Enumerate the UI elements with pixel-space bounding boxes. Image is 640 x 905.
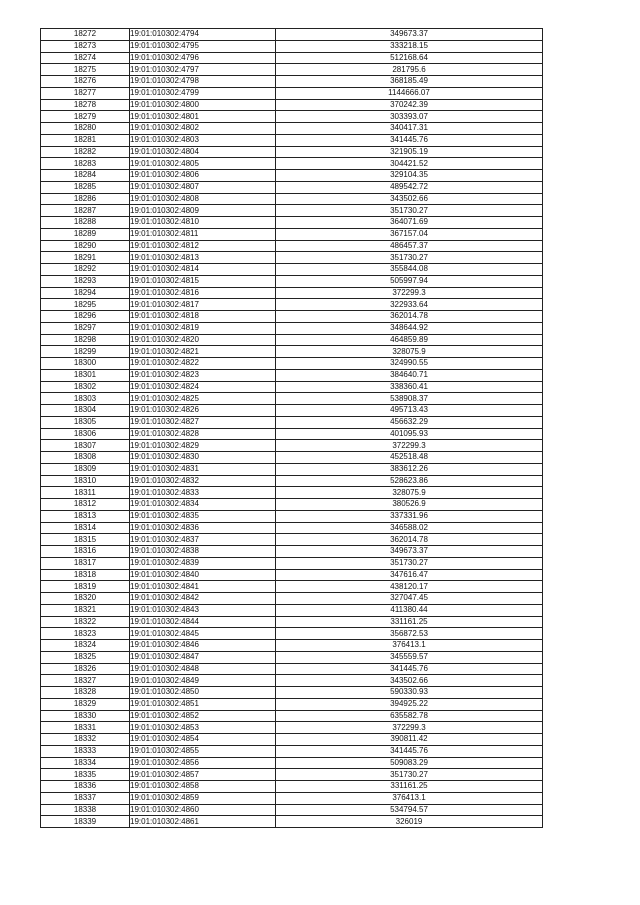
cadastral-number: 19:01:010302:4801 [130, 111, 276, 123]
cadastral-value: 324990.55 [276, 358, 543, 370]
cadastral-value: 376413.1 [276, 640, 543, 652]
row-number: 18274 [41, 52, 130, 64]
row-number: 18328 [41, 687, 130, 699]
cadastral-number: 19:01:010302:4813 [130, 252, 276, 264]
table-row [41, 76, 543, 88]
table-row [41, 640, 543, 652]
cadastral-value: 489542.72 [276, 181, 543, 193]
cadastral-number: 19:01:010302:4845 [130, 628, 276, 640]
row-number: 18292 [41, 264, 130, 276]
cadastral-number: 19:01:010302:4808 [130, 193, 276, 205]
table-row [41, 781, 543, 793]
row-number: 18310 [41, 475, 130, 487]
row-number: 18295 [41, 299, 130, 311]
table-row [41, 193, 543, 205]
table-row [41, 792, 543, 804]
row-number: 18305 [41, 416, 130, 428]
table-row [41, 569, 543, 581]
cadastral-value: 486457.37 [276, 240, 543, 252]
cadastral-number: 19:01:010302:4807 [130, 181, 276, 193]
table-row [41, 557, 543, 569]
table-row [41, 205, 543, 217]
cadastral-value: 340417.31 [276, 123, 543, 135]
cadastral-number: 19:01:010302:4802 [130, 123, 276, 135]
cadastral-number: 19:01:010302:4828 [130, 428, 276, 440]
cadastral-number: 19:01:010302:4849 [130, 675, 276, 687]
cadastral-number: 19:01:010302:4818 [130, 311, 276, 323]
cadastral-number: 19:01:010302:4833 [130, 487, 276, 499]
table-row [41, 64, 543, 76]
row-number: 18286 [41, 193, 130, 205]
table-row [41, 604, 543, 616]
row-number: 18337 [41, 792, 130, 804]
cadastral-value: 368185.49 [276, 76, 543, 88]
cadastral-value: 343502.66 [276, 193, 543, 205]
cadastral-number: 19:01:010302:4861 [130, 816, 276, 828]
table-row [41, 616, 543, 628]
table-row [41, 440, 543, 452]
table-row [41, 593, 543, 605]
table-row [41, 534, 543, 546]
table-row [41, 158, 543, 170]
row-number: 18322 [41, 616, 130, 628]
table-row [41, 675, 543, 687]
cadastral-value: 372299.3 [276, 722, 543, 734]
row-number: 18319 [41, 581, 130, 593]
row-number: 18317 [41, 557, 130, 569]
cadastral-value: 349673.37 [276, 29, 543, 41]
cadastral-number: 19:01:010302:4834 [130, 499, 276, 511]
cadastral-number: 19:01:010302:4850 [130, 687, 276, 699]
cadastral-number: 19:01:010302:4857 [130, 769, 276, 781]
row-number: 18339 [41, 816, 130, 828]
cadastral-number: 19:01:010302:4860 [130, 804, 276, 816]
table-row [41, 181, 543, 193]
cadastral-value: 635582.78 [276, 710, 543, 722]
cadastral-value: 464859.89 [276, 334, 543, 346]
row-number: 18287 [41, 205, 130, 217]
cadastral-number: 19:01:010302:4800 [130, 99, 276, 111]
table-row [41, 381, 543, 393]
row-number: 18276 [41, 76, 130, 88]
cadastral-number: 19:01:010302:4794 [130, 29, 276, 41]
cadastral-number: 19:01:010302:4823 [130, 369, 276, 381]
row-number: 18280 [41, 123, 130, 135]
cadastral-number: 19:01:010302:4804 [130, 146, 276, 158]
cadastral-value: 509083.29 [276, 757, 543, 769]
row-number: 18320 [41, 593, 130, 605]
table-row [41, 99, 543, 111]
cadastral-value: 331161.25 [276, 781, 543, 793]
row-number: 18330 [41, 710, 130, 722]
row-number: 18299 [41, 346, 130, 358]
cadastral-value: 372299.3 [276, 287, 543, 299]
cadastral-value: 362014.78 [276, 534, 543, 546]
cadastral-number: 19:01:010302:4851 [130, 698, 276, 710]
row-number: 18281 [41, 134, 130, 146]
cadastral-number: 19:01:010302:4837 [130, 534, 276, 546]
cadastral-number: 19:01:010302:4844 [130, 616, 276, 628]
cadastral-number: 19:01:010302:4838 [130, 546, 276, 558]
cadastral-number: 19:01:010302:4796 [130, 52, 276, 64]
row-number: 18327 [41, 675, 130, 687]
cadastral-number: 19:01:010302:4829 [130, 440, 276, 452]
cadastral-value: 438120.17 [276, 581, 543, 593]
cadastral-value: 321905.19 [276, 146, 543, 158]
cadastral-value: 341445.76 [276, 663, 543, 675]
table-row [41, 416, 543, 428]
row-number: 18294 [41, 287, 130, 299]
row-number: 18288 [41, 217, 130, 229]
cadastral-number: 19:01:010302:4853 [130, 722, 276, 734]
table-row [41, 29, 543, 41]
table-row [41, 87, 543, 99]
cadastral-number: 19:01:010302:4812 [130, 240, 276, 252]
cadastral-value: 341445.76 [276, 134, 543, 146]
row-number: 18285 [41, 181, 130, 193]
row-number: 18303 [41, 393, 130, 405]
cadastral-number: 19:01:010302:4799 [130, 87, 276, 99]
cadastral-number: 19:01:010302:4839 [130, 557, 276, 569]
row-number: 18277 [41, 87, 130, 99]
cadastral-number: 19:01:010302:4798 [130, 76, 276, 88]
row-number: 18315 [41, 534, 130, 546]
row-number: 18304 [41, 405, 130, 417]
table-row [41, 510, 543, 522]
row-number: 18284 [41, 170, 130, 182]
table-row [41, 663, 543, 675]
cadastral-value: 505997.94 [276, 275, 543, 287]
row-number: 18273 [41, 40, 130, 52]
table-row [41, 651, 543, 663]
cadastral-value: 456632.29 [276, 416, 543, 428]
table-row [41, 734, 543, 746]
cadastral-value: 281795.6 [276, 64, 543, 76]
cadastral-value: 495713.43 [276, 405, 543, 417]
cadastral-number: 19:01:010302:4835 [130, 510, 276, 522]
cadastral-value: 355844.08 [276, 264, 543, 276]
table-row [41, 369, 543, 381]
table-row [41, 769, 543, 781]
row-number: 18302 [41, 381, 130, 393]
table-row [41, 687, 543, 699]
cadastral-value: 528623.86 [276, 475, 543, 487]
row-number: 18309 [41, 463, 130, 475]
row-number: 18312 [41, 499, 130, 511]
cadastral-number: 19:01:010302:4847 [130, 651, 276, 663]
table-row [41, 134, 543, 146]
cadastral-value: 351730.27 [276, 252, 543, 264]
cadastral-value: 364071.69 [276, 217, 543, 229]
cadastral-number: 19:01:010302:4810 [130, 217, 276, 229]
table-row [41, 228, 543, 240]
table-row [41, 311, 543, 323]
table-row [41, 146, 543, 158]
row-number: 18300 [41, 358, 130, 370]
table-row [41, 275, 543, 287]
table-row [41, 757, 543, 769]
cadastral-value: 384640.71 [276, 369, 543, 381]
cadastral-value: 411380.44 [276, 604, 543, 616]
table-row [41, 428, 543, 440]
cadastral-number: 19:01:010302:4826 [130, 405, 276, 417]
cadastral-value: 345559.57 [276, 651, 543, 663]
cadastral-number: 19:01:010302:4797 [130, 64, 276, 76]
table-row [41, 252, 543, 264]
cadastral-number: 19:01:010302:4814 [130, 264, 276, 276]
cadastral-number: 19:01:010302:4816 [130, 287, 276, 299]
row-number: 18316 [41, 546, 130, 558]
cadastral-number: 19:01:010302:4830 [130, 452, 276, 464]
cadastral-value: 383612.26 [276, 463, 543, 475]
cadastral-number: 19:01:010302:4842 [130, 593, 276, 605]
table-row [41, 546, 543, 558]
row-number: 18307 [41, 440, 130, 452]
row-number: 18338 [41, 804, 130, 816]
table-row [41, 334, 543, 346]
cadastral-number: 19:01:010302:4852 [130, 710, 276, 722]
table-row [41, 698, 543, 710]
cadastral-value: 303393.07 [276, 111, 543, 123]
row-number: 18278 [41, 99, 130, 111]
cadastral-number: 19:01:010302:4825 [130, 393, 276, 405]
cadastral-value: 512168.64 [276, 52, 543, 64]
table-row [41, 816, 543, 828]
cadastral-value: 394925.22 [276, 698, 543, 710]
table-row [41, 405, 543, 417]
row-number: 18336 [41, 781, 130, 793]
cadastral-value: 356872.53 [276, 628, 543, 640]
cadastral-value: 1144666.07 [276, 87, 543, 99]
row-number: 18293 [41, 275, 130, 287]
cadastral-value: 333218.15 [276, 40, 543, 52]
cadastral-value: 338360.41 [276, 381, 543, 393]
row-number: 18332 [41, 734, 130, 746]
table-row [41, 358, 543, 370]
cadastral-number: 19:01:010302:4827 [130, 416, 276, 428]
row-number: 18283 [41, 158, 130, 170]
cadastral-value: 376413.1 [276, 792, 543, 804]
cadastral-value: 304421.52 [276, 158, 543, 170]
table-row [41, 499, 543, 511]
cadastral-value: 380526.9 [276, 499, 543, 511]
table-row [41, 628, 543, 640]
cadastral-value: 372299.3 [276, 440, 543, 452]
table-row [41, 123, 543, 135]
row-number: 18298 [41, 334, 130, 346]
cadastral-value: 343502.66 [276, 675, 543, 687]
cadastral-number: 19:01:010302:4858 [130, 781, 276, 793]
row-number: 18334 [41, 757, 130, 769]
cadastral-value: 348644.92 [276, 322, 543, 334]
cadastral-value: 351730.27 [276, 205, 543, 217]
table-row [41, 487, 543, 499]
table-row [41, 804, 543, 816]
table-row [41, 52, 543, 64]
cadastral-value: 534794.57 [276, 804, 543, 816]
cadastral-number: 19:01:010302:4821 [130, 346, 276, 358]
cadastral-number: 19:01:010302:4846 [130, 640, 276, 652]
row-number: 18275 [41, 64, 130, 76]
cadastral-number: 19:01:010302:4822 [130, 358, 276, 370]
row-number: 18326 [41, 663, 130, 675]
table-row [41, 170, 543, 182]
cadastral-number: 19:01:010302:4843 [130, 604, 276, 616]
row-number: 18323 [41, 628, 130, 640]
row-number: 18324 [41, 640, 130, 652]
cadastral-number: 19:01:010302:4795 [130, 40, 276, 52]
table-row [41, 745, 543, 757]
row-number: 18329 [41, 698, 130, 710]
row-number: 18314 [41, 522, 130, 534]
cadastral-number: 19:01:010302:4856 [130, 757, 276, 769]
cadastral-value: 390811.42 [276, 734, 543, 746]
cadastral-value: 452518.48 [276, 452, 543, 464]
cadastral-value: 326019 [276, 816, 543, 828]
cadastral-value: 328075.9 [276, 346, 543, 358]
cadastral-number: 19:01:010302:4817 [130, 299, 276, 311]
cadastral-number: 19:01:010302:4815 [130, 275, 276, 287]
cadastral-number: 19:01:010302:4855 [130, 745, 276, 757]
table-row [41, 722, 543, 734]
table-row [41, 287, 543, 299]
row-number: 18290 [41, 240, 130, 252]
row-number: 18306 [41, 428, 130, 440]
table-row [41, 264, 543, 276]
cadastral-value-table [40, 28, 543, 828]
cadastral-number: 19:01:010302:4840 [130, 569, 276, 581]
row-number: 18331 [41, 722, 130, 734]
cadastral-value: 351730.27 [276, 557, 543, 569]
cadastral-value: 351730.27 [276, 769, 543, 781]
row-number: 18313 [41, 510, 130, 522]
cadastral-value: 590330.93 [276, 687, 543, 699]
table-row [41, 463, 543, 475]
table-row [41, 111, 543, 123]
cadastral-value: 367157.04 [276, 228, 543, 240]
cadastral-value: 322933.64 [276, 299, 543, 311]
cadastral-number: 19:01:010302:4806 [130, 170, 276, 182]
cadastral-value: 401095.93 [276, 428, 543, 440]
cadastral-number: 19:01:010302:4854 [130, 734, 276, 746]
cadastral-number: 19:01:010302:4841 [130, 581, 276, 593]
row-number: 18333 [41, 745, 130, 757]
cadastral-number: 19:01:010302:4859 [130, 792, 276, 804]
cadastral-number: 19:01:010302:4819 [130, 322, 276, 334]
table-body [41, 29, 543, 828]
row-number: 18318 [41, 569, 130, 581]
row-number: 18296 [41, 311, 130, 323]
cadastral-number: 19:01:010302:4820 [130, 334, 276, 346]
cadastral-value: 337331.96 [276, 510, 543, 522]
table-row [41, 299, 543, 311]
row-number: 18272 [41, 29, 130, 41]
table-row [41, 710, 543, 722]
cadastral-number: 19:01:010302:4824 [130, 381, 276, 393]
row-number: 18335 [41, 769, 130, 781]
cadastral-value: 538908.37 [276, 393, 543, 405]
row-number: 18321 [41, 604, 130, 616]
cadastral-value: 327047.45 [276, 593, 543, 605]
table-row [41, 475, 543, 487]
row-number: 18301 [41, 369, 130, 381]
table-row [41, 217, 543, 229]
row-number: 18279 [41, 111, 130, 123]
cadastral-number: 19:01:010302:4848 [130, 663, 276, 675]
cadastral-value: 349673.37 [276, 546, 543, 558]
table-row [41, 393, 543, 405]
row-number: 18311 [41, 487, 130, 499]
cadastral-number: 19:01:010302:4836 [130, 522, 276, 534]
table-row [41, 581, 543, 593]
cadastral-value: 347616.47 [276, 569, 543, 581]
cadastral-number: 19:01:010302:4811 [130, 228, 276, 240]
table-row [41, 522, 543, 534]
row-number: 18289 [41, 228, 130, 240]
cadastral-value: 341445.76 [276, 745, 543, 757]
table-row [41, 452, 543, 464]
table-row [41, 322, 543, 334]
cadastral-number: 19:01:010302:4832 [130, 475, 276, 487]
cadastral-value: 328075.9 [276, 487, 543, 499]
row-number: 18308 [41, 452, 130, 464]
cadastral-number: 19:01:010302:4803 [130, 134, 276, 146]
cadastral-number: 19:01:010302:4809 [130, 205, 276, 217]
row-number: 18291 [41, 252, 130, 264]
cadastral-value: 329104.35 [276, 170, 543, 182]
table-row [41, 40, 543, 52]
cadastral-value: 362014.78 [276, 311, 543, 323]
cadastral-value: 346588.02 [276, 522, 543, 534]
cadastral-value: 331161.25 [276, 616, 543, 628]
row-number: 18297 [41, 322, 130, 334]
table-row [41, 240, 543, 252]
cadastral-number: 19:01:010302:4805 [130, 158, 276, 170]
row-number: 18325 [41, 651, 130, 663]
row-number: 18282 [41, 146, 130, 158]
cadastral-value: 370242.39 [276, 99, 543, 111]
table-row [41, 346, 543, 358]
cadastral-number: 19:01:010302:4831 [130, 463, 276, 475]
